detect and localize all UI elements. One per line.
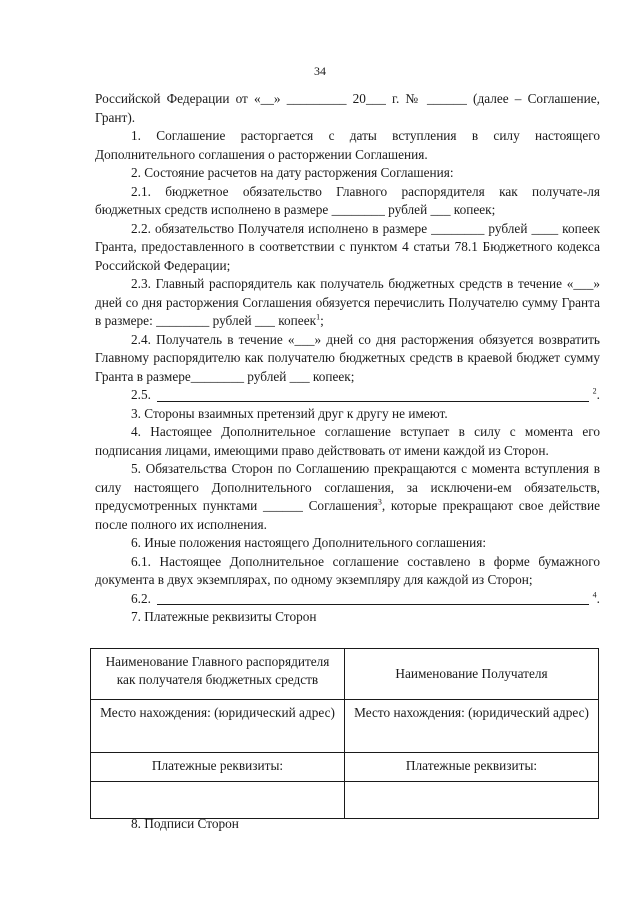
paragraph-2-5-label: 2.5. <box>131 387 151 402</box>
paragraph-5 <box>95 460 600 534</box>
grantor-empty-cell <box>91 782 345 819</box>
footnote-ref-1: 1 <box>316 312 321 322</box>
grantor-payment-cell: Платежные реквизиты: <box>91 753 345 782</box>
grantor-address-cell: Место нахождения: (юридический адрес) <box>91 700 345 753</box>
paragraph-1: 1. Соглашение расторгается с даты вступления в силу настоящего Дополнительного соглашения о расторжении Соглашения. <box>95 128 600 162</box>
paragraph-3: 3. Стороны взаимных претензий друг к другу не имеют. <box>131 405 448 421</box>
page-number: 34 <box>314 64 326 78</box>
paragraph-2: 2. Состояние расчетов на дату расторжения Соглашения: <box>131 165 454 180</box>
blank-line <box>157 389 589 402</box>
footnote-ref-3: 3 <box>377 497 382 507</box>
paragraph-intro: Российской Федерации от «__» _________ 20___ г. № ______ (далее – Соглашение, Грант). <box>95 91 600 125</box>
paragraph-5-end: , которые прекращают свое действие после полного их исполнения. <box>95 498 600 532</box>
paragraph-6-2 <box>95 590 600 609</box>
table-row <box>91 700 599 753</box>
recipient-empty-cell <box>345 782 599 819</box>
paragraph-2-2: 2.2. обязательство Получателя исполнено в размере ________ рублей ____ копеек Гранта, предоставленного в соответствии с пунктом 4 статьи 78.1 Бюджетного кодекса Российской Федерации; <box>95 220 600 273</box>
table-row <box>91 649 599 700</box>
recipient-address-cell: Место нахождения: (юридический адрес) <box>345 700 599 753</box>
paragraph-2-3-end: ; <box>320 313 324 328</box>
recipient-name-cell: Наименование Получателя <box>345 649 599 700</box>
payment-details-table <box>90 648 599 819</box>
footnote-ref-2: 2 <box>592 386 597 396</box>
paragraph-2-1: 2.1. бюджетное обязательство Главного распорядителя как получате-ля бюджетных средств исполнено в размере ________ рублей ___ копеек; <box>95 183 600 217</box>
recipient-payment-cell: Платежные реквизиты: <box>345 753 599 782</box>
footnote-ref-4: 4 <box>592 590 597 600</box>
paragraph-6-2-end: . <box>596 590 600 606</box>
paragraph-2-5 <box>95 386 600 405</box>
paragraph-2-5-end: . <box>596 387 600 402</box>
paragraph-4: 4. Настоящее Дополнительное соглашение вступает в силу с момента его подписания лицами, имеющими право действовать от имени каждой из Сторон. <box>95 424 600 458</box>
paragraph-2-3 <box>95 275 600 331</box>
paragraph-6-2-label: 6.2. <box>131 590 151 606</box>
paragraph-2-4: 2.4. Получатель в течение «___» дней со дня расторжения обязуется возвратить Главному распорядителю как получателю бюджетных средств в краевой бюджет сумму Гранта в размере________ рублей ___ копеек; <box>95 331 600 384</box>
table-row <box>91 782 599 819</box>
document-body <box>95 90 600 627</box>
paragraph-5-text: 5. Обязательства Сторон по Соглашению прекращаются с момента вступления в силу настоящего Дополнительного соглашения, за исключени-ем обязательств, предусмотренных пунктами ______ Соглашения <box>95 461 600 513</box>
table-row <box>91 753 599 782</box>
blank-line <box>157 592 589 605</box>
paragraph-2-3-text: 2.3. Главный распорядитель как получатель бюджетных средств в течение «___» дней со дня расторжения Соглашения обязуется перечислить Получателю сумму Гранта в размере: ________ рублей ___ копеек <box>95 276 600 328</box>
paragraph-8: 8. Подписи Сторон <box>131 816 239 831</box>
paragraph-7: 7. Платежные реквизиты Сторон <box>131 609 317 624</box>
grantor-name-cell: Наименование Главного распорядителя как получателя бюджетных средств <box>91 649 345 700</box>
paragraph-6: 6. Иные положения настоящего Дополнительного соглашения: <box>131 535 487 550</box>
paragraph-6-1: 6.1. Настоящее Дополнительное соглашение составлено в форме бумажного документа в двух экземплярах, по одному экземпляру для каждой из Сторон; <box>95 553 600 587</box>
